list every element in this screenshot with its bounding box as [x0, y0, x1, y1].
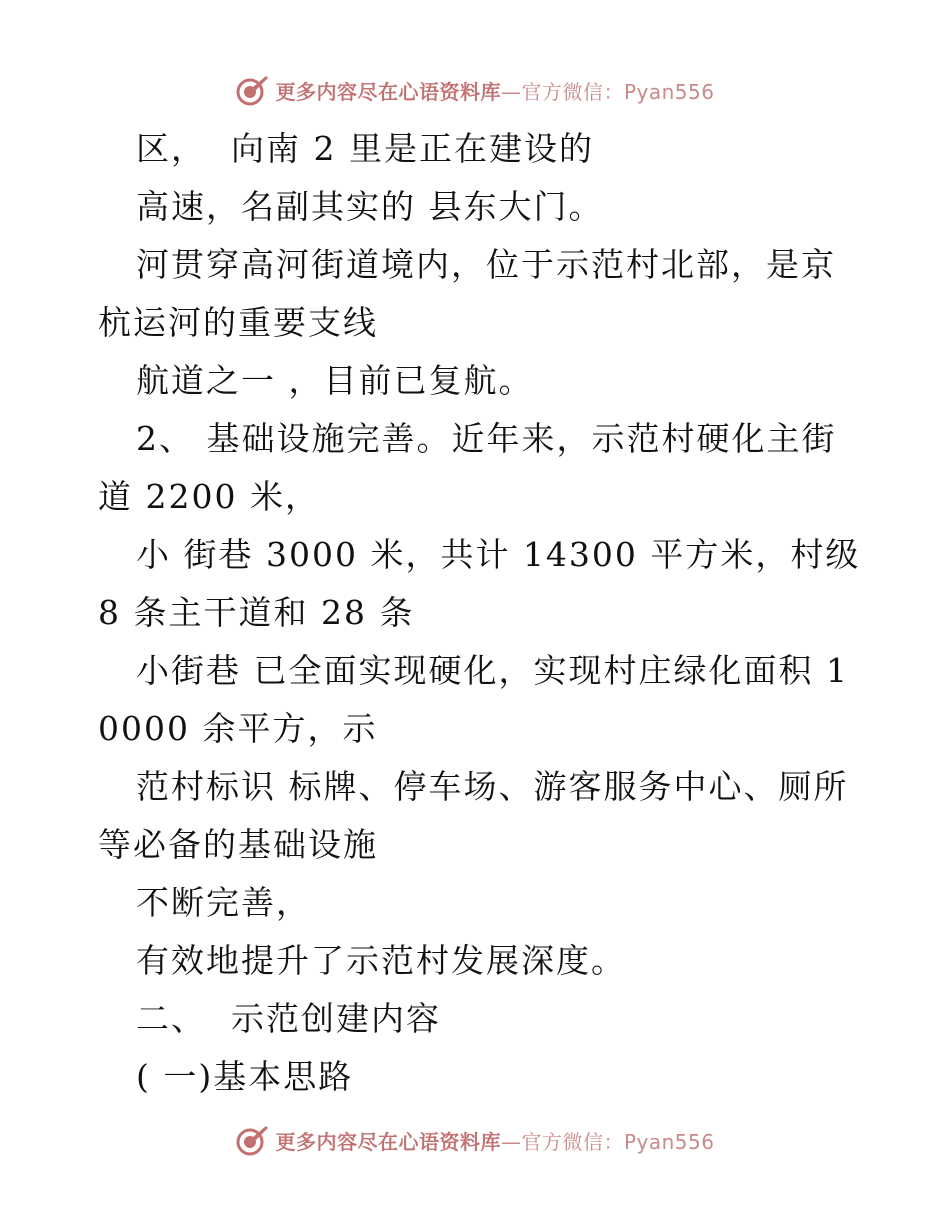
- watermark-suffix: —官方微信：Pyan556: [500, 79, 715, 104]
- subsection-heading: ( 一)基本思路: [136, 1057, 354, 1096]
- document-body: [98, 120, 873, 1106]
- section-heading: 二、 示范创建内容: [136, 999, 441, 1038]
- paragraph: 航道之一 ，目前已复航。: [136, 361, 534, 400]
- paragraph: 小 街巷 3000 米，共计 14300 平方米，村级 8 条主干道和 28 条: [98, 535, 873, 632]
- watermark-suffix: —官方微信：Pyan556: [500, 1129, 715, 1154]
- paragraph: 2、 基础设施完善。近年来，示范村硬化主街道 2200 米，: [98, 419, 837, 516]
- paragraph: 小街巷 已全面实现硬化，实现村庄绿化面积 10000 余平方，示: [98, 651, 849, 748]
- paragraph: 河贯穿高河街道境内，位于示范村北部，是京杭运河的重要支线: [98, 245, 836, 342]
- paragraph: 高速，名副其实的 县东大门。: [136, 187, 604, 226]
- watermark-brand: 更多内容尽在心语资料库: [275, 1129, 501, 1154]
- watermark-text: [275, 76, 714, 105]
- footer-watermark: [0, 1120, 950, 1160]
- watermark-text: [275, 1126, 714, 1155]
- header-watermark: [0, 70, 950, 110]
- pen-logo-icon: [235, 1123, 269, 1157]
- paragraph: 范村标识 标牌、停车场、游客服务中心、厕所等必备的基础设施: [98, 767, 849, 864]
- paragraph: 有效地提升了示范村发展深度。: [136, 941, 626, 980]
- watermark-brand: 更多内容尽在心语资料库: [275, 79, 501, 104]
- pen-logo-icon: [235, 73, 269, 107]
- paragraph: 不断完善，: [136, 883, 311, 922]
- paragraph: 区， 向南 2 里是正在建设的: [136, 129, 594, 168]
